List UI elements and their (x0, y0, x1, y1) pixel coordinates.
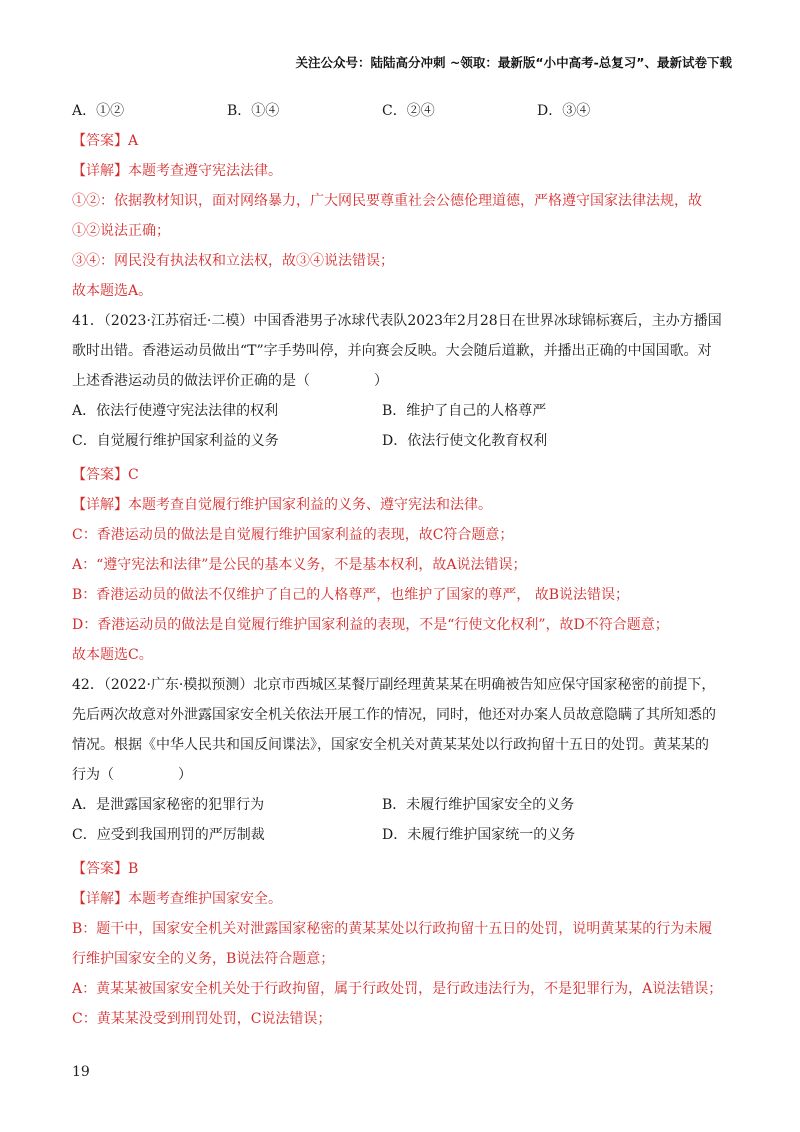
q41-answer: 【答案】C (72, 467, 139, 483)
q42-option-b: B．未履行维护国家安全的义务 (382, 797, 575, 813)
q41-stem-text: 上述香港运动员的做法评价正确的是（ (72, 373, 310, 389)
q42-option-c: C．应受到我国刑罚的严厉制裁 (72, 827, 265, 843)
q42-stem-line: 42．（2022·广东·模拟预测）北京市西城区某餐厅副经理黄某某在明确被告知应保守国家秘密的前提下， (72, 677, 716, 693)
q41-stem-line (72, 366, 732, 396)
q40-detail-line: ①②说法正确； (72, 223, 170, 239)
q41-detail-line: 故本题选C。 (72, 647, 153, 663)
q42-option-a: A．是泄露国家秘密的犯罪行为 (72, 797, 265, 813)
q40-options (72, 96, 732, 126)
q40-option-c: C．②④ (382, 103, 435, 119)
q42-detail-line: 行维护国家安全的义务，B说法符合题意； (72, 951, 335, 967)
q41-detail-line: B：香港运动员的做法不仅维护了自己的人格尊严，也维护了国家的尊严， 故B说法错误； (72, 587, 630, 603)
q42-detail-line: A：黄某某被国家安全机关处于行政拘留，属于行政处罚，是行政违法行为，不是犯罪行为，A说法错误； (72, 981, 723, 997)
q41-stem-line: 歌时出错。香港运动员做出“T”字手势叫停，并向赛会反映。大会随后道歉，并播出正确的中国国歌。对 (72, 343, 712, 359)
q41-stem-close: ） (374, 373, 388, 389)
q42-stem-line: 先后两次故意对外泄露国家安全机关依法开展工作的情况，同时，他还对办案人员故意隐瞒了其所知悉的 (72, 707, 716, 723)
q40-detail-line: 【详解】本题考查遵守宪法法律。 (72, 163, 282, 179)
q40-detail-line: ③④：网民没有执法权和立法权，故③④说法错误； (72, 253, 394, 269)
q40-detail-line: 故本题选A。 (72, 283, 153, 299)
q41-options-row (72, 396, 732, 426)
q42-option-d: D．未履行维护国家统一的义务 (382, 827, 576, 843)
q42-stem-close: ） (178, 767, 192, 783)
q41-option-a: A．依法行使遵守宪法法律的权利 (72, 403, 279, 419)
q41-option-b: B．维护了自己的人格尊严 (382, 403, 547, 419)
q42-stem-line: 情况。根据《中华人民共和国反间谍法》，国家安全机关对黄某某处以行政拘留十五日的处罚。黄某某的 (72, 737, 709, 753)
q42-detail-line: C：黄某某没受到刑罚处罚，C说法错误； (72, 1011, 332, 1027)
q41-option-d: D．依法行使文化教育权利 (382, 433, 548, 449)
q42-options-row (72, 820, 732, 850)
q41-stem-line: 41．（2023·江苏宿迁·二模）中国香港男子冰球代表队2023年2月28日在世界冰球锦标赛后，主办方播国 (72, 313, 722, 329)
q42-answer: 【答案】B (72, 861, 139, 877)
header-note: 关注公众号：陆陆高分冲刺 ~领取：最新版“小中高考-总复习”、最新试卷下载 (295, 55, 732, 70)
q42-detail-line: 【详解】本题考查维护国家安全。 (72, 891, 282, 907)
q42-stem-text: 行为（ (72, 767, 114, 783)
page-number: 19 (72, 1064, 90, 1080)
q41-option-c: C．自觉履行维护国家利益的义务 (72, 433, 279, 449)
q40-option-d: D．③④ (537, 103, 591, 119)
q41-detail-line: C：香港运动员的做法是自觉履行维护国家利益的表现，故C符合题意； (72, 527, 514, 543)
q42-detail-line: B：题干中，国家安全机关对泄露国家秘密的黄某某处以行政拘留十五日的处罚，说明黄某某的行为未履 (72, 921, 713, 937)
q41-detail-line: A：“遵守宪法和法律”是公民的基本义务，不是基本权利，故A说法错误； (72, 557, 527, 573)
page-content (72, 96, 732, 1034)
q41-detail-line: D：香港运动员的做法是自觉履行维护国家利益的表现，不是“行使文化权利”，故D不符合题意； (72, 617, 669, 633)
q41-options-row (72, 426, 732, 456)
q40-detail-line: ①②：依据教材知识，面对网络暴力，广大网民要尊重社会公德伦理道德，严格遵守国家法律法规，故 (72, 193, 702, 209)
q40-option-b: B．①④ (227, 103, 280, 119)
q40-option-a: A．①② (72, 103, 125, 119)
q42-stem-line (72, 760, 732, 790)
q42-options-row (72, 790, 732, 820)
q41-detail-line: 【详解】本题考查自觉履行维护国家利益的义务、遵守宪法和法律。 (72, 497, 492, 513)
q40-answer: 【答案】A (72, 133, 139, 149)
